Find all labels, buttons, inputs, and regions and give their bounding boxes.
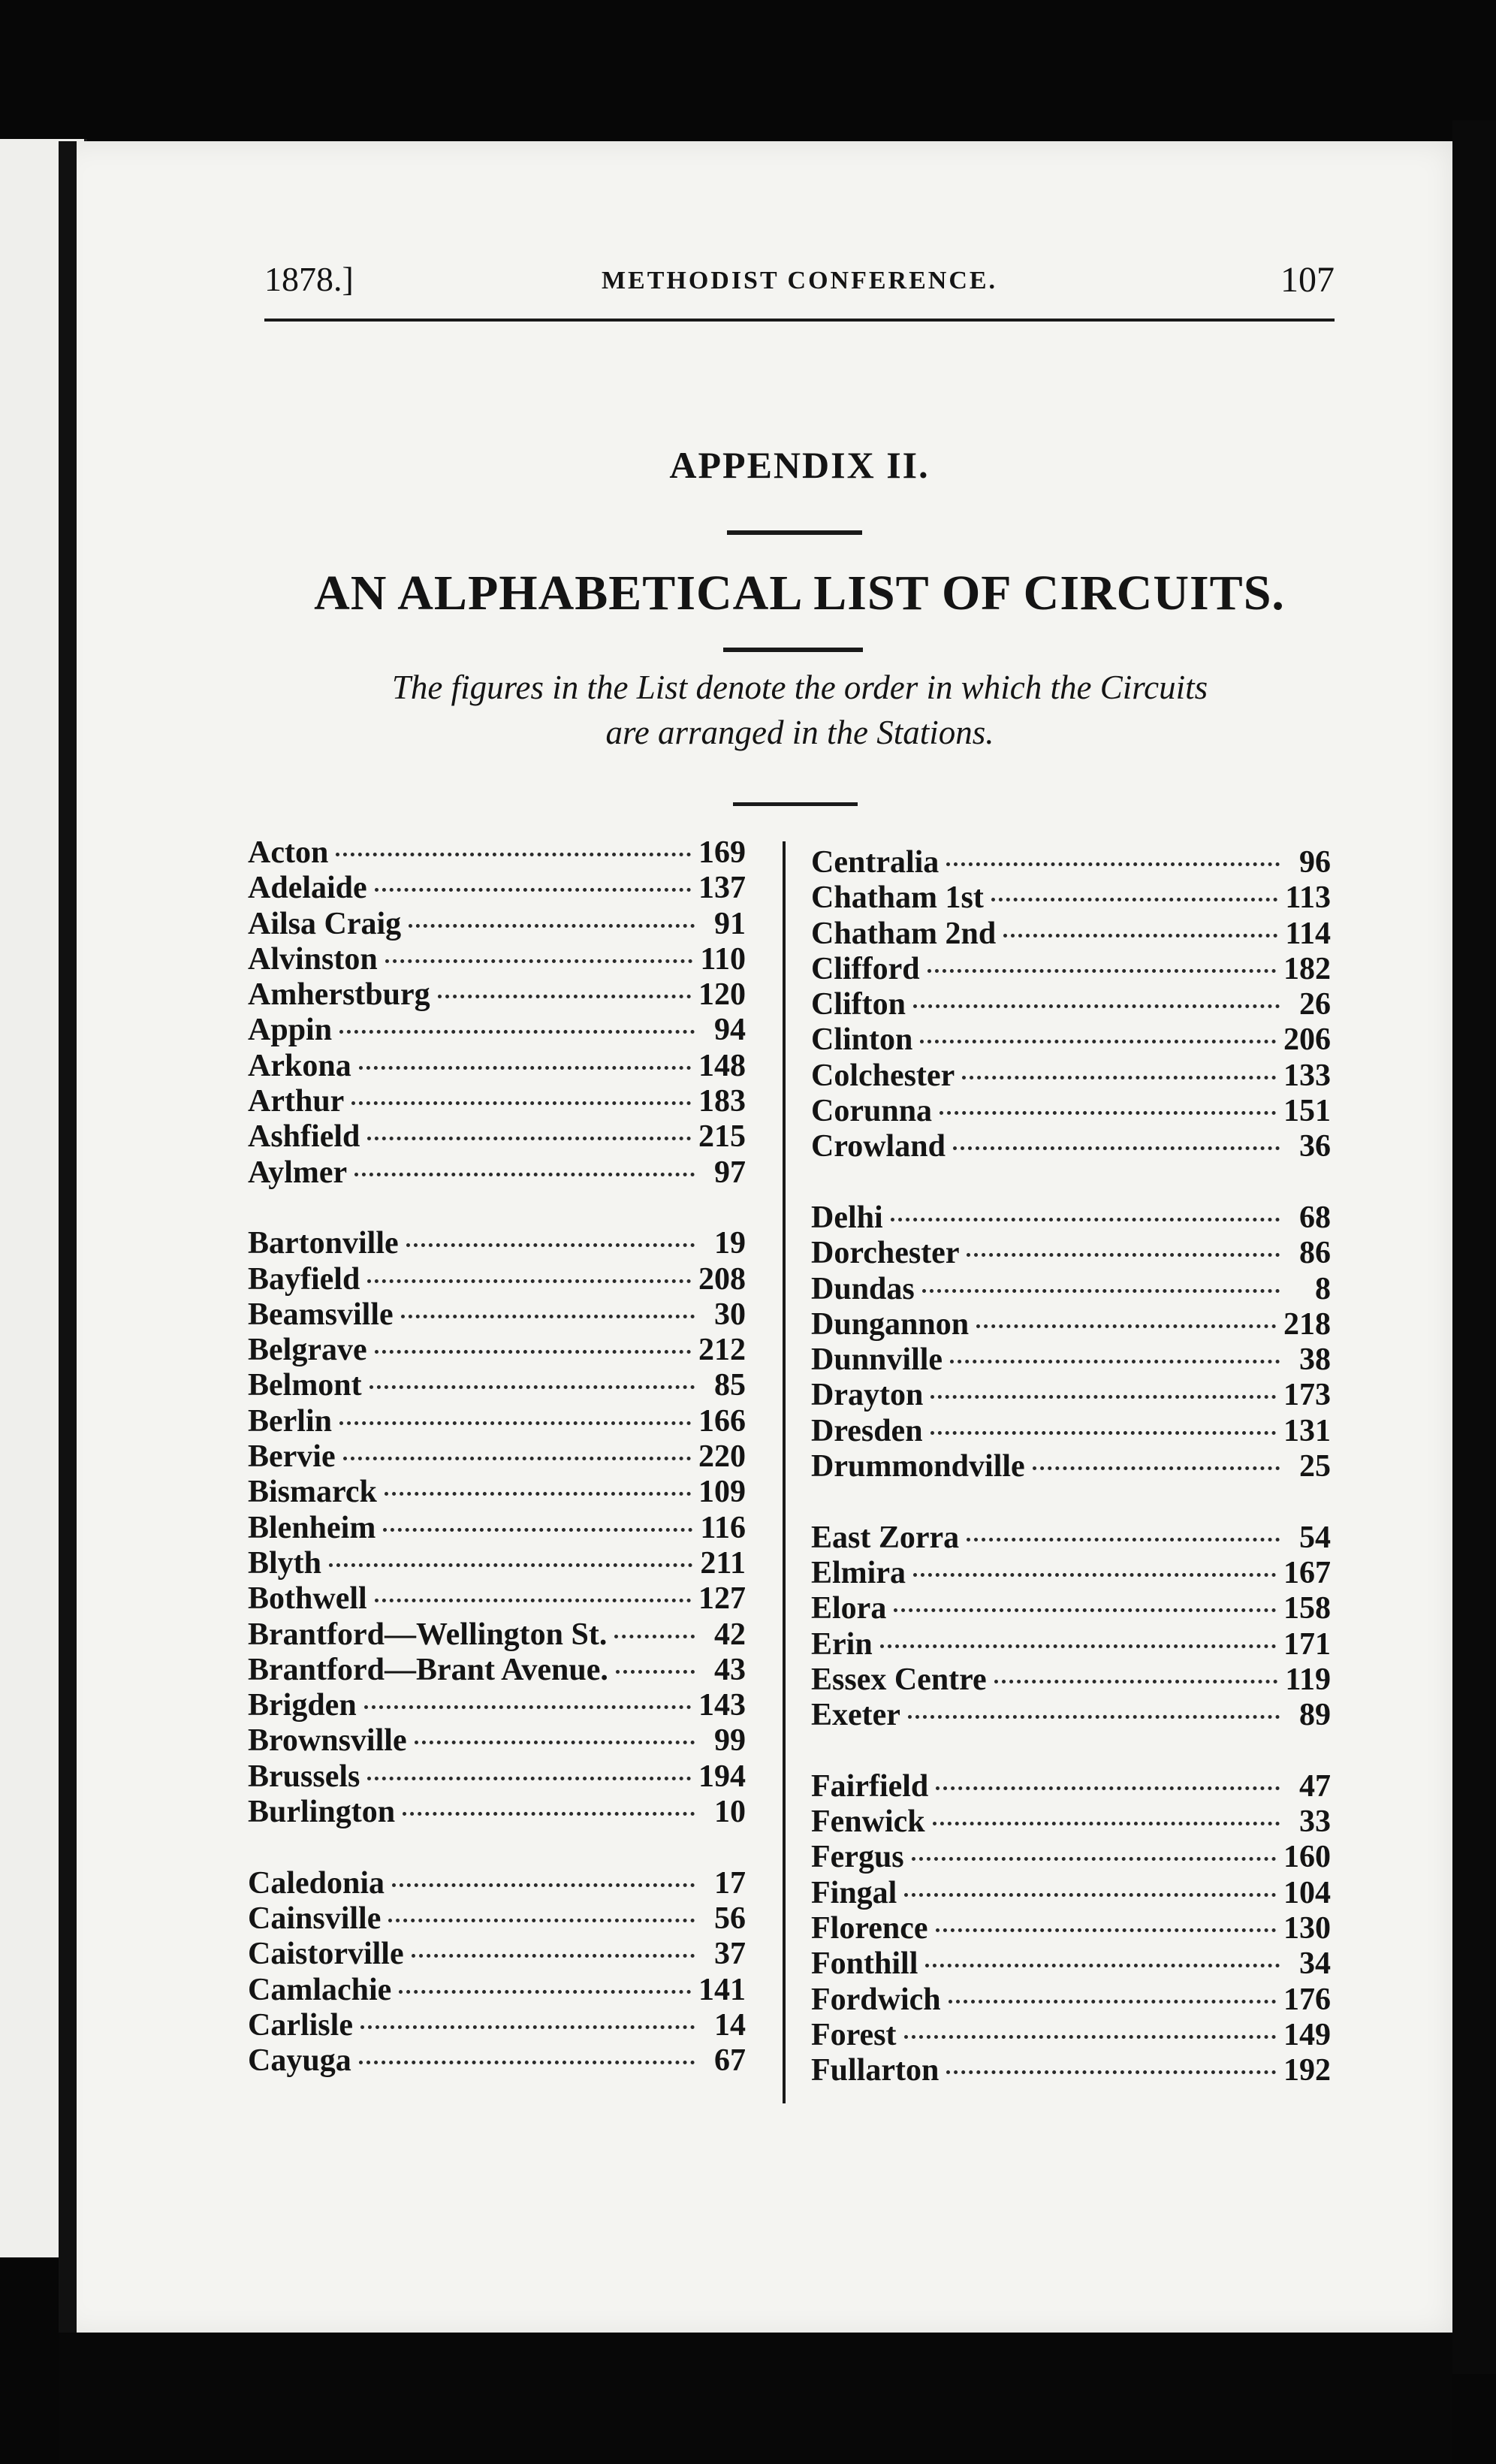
- dot-leader: [936, 1928, 1277, 1932]
- dot-leader: [336, 853, 691, 856]
- circuit-entry: [811, 1804, 1331, 1840]
- circuit-entry: [248, 907, 746, 942]
- dot-leader: [375, 888, 691, 892]
- station-order-number: 110: [700, 941, 746, 977]
- dot-leader: [367, 1279, 691, 1283]
- dot-leader: [385, 1492, 691, 1496]
- circuit-entry: [811, 1982, 1331, 2018]
- circuit-entry: [248, 1475, 746, 1510]
- title-rule: [727, 530, 862, 535]
- dot-leader: [369, 1385, 695, 1389]
- dot-leader: [385, 959, 693, 963]
- circuit-name: Aylmer: [248, 1155, 348, 1190]
- station-order-number: 96: [1299, 845, 1331, 880]
- circuit-name: Exeter: [811, 1698, 900, 1733]
- circuit-entry: [811, 916, 1331, 952]
- dot-leader: [904, 2035, 1276, 2039]
- circuit-name: Berlin: [248, 1403, 332, 1439]
- circuit-name: Brussels: [248, 1759, 360, 1794]
- circuit-entry: [811, 880, 1331, 916]
- dot-leader: [946, 2070, 1276, 2074]
- station-order-number: 183: [698, 1084, 746, 1119]
- dot-leader: [949, 2000, 1276, 2004]
- intro-line: are arranged in the Stations.: [605, 714, 994, 751]
- dot-leader: [967, 1538, 1280, 1542]
- station-order-number: 220: [698, 1439, 746, 1475]
- circuit-name: Belgrave: [248, 1333, 367, 1368]
- dot-leader: [1003, 934, 1277, 938]
- circuit-entry: [811, 1662, 1331, 1698]
- circuit-entry: [248, 942, 746, 977]
- circuit-entry: [248, 1297, 746, 1333]
- header-rule: [264, 319, 1335, 322]
- circuit-name: Drayton: [811, 1378, 924, 1413]
- circuit-name: Elora: [811, 1591, 887, 1626]
- station-order-number: 167: [1283, 1555, 1331, 1590]
- dot-leader: [930, 1431, 1276, 1435]
- station-order-number: 94: [714, 1013, 746, 1048]
- station-order-number: 10: [714, 1795, 746, 1830]
- station-order-number: 89: [1299, 1698, 1331, 1733]
- dot-leader: [406, 1243, 695, 1247]
- dot-leader: [343, 1457, 691, 1460]
- station-order-number: 30: [714, 1297, 746, 1332]
- circuit-entry: [248, 1013, 746, 1048]
- circuit-entry: [248, 1119, 746, 1155]
- circuit-entry: [811, 2053, 1331, 2088]
- circuit-name: Camlachie: [248, 1972, 392, 2007]
- circuit-name: Clinton: [811, 1022, 913, 1058]
- dot-leader: [438, 995, 691, 998]
- station-order-number: 143: [698, 1688, 746, 1723]
- circuit-entry: [248, 2043, 746, 2079]
- circuit-name: Florence: [811, 1910, 928, 1946]
- station-order-number: 148: [698, 1048, 746, 1083]
- station-order-number: 47: [1299, 1768, 1331, 1804]
- dot-leader: [930, 1395, 1276, 1399]
- circuit-name: Ailsa Craig: [248, 906, 402, 941]
- station-order-number: 176: [1283, 1982, 1331, 2017]
- circuit-name: East Zorra: [811, 1520, 960, 1555]
- circuit-entry: [248, 1084, 746, 1119]
- dot-leader: [922, 1289, 1280, 1293]
- station-order-number: 173: [1283, 1378, 1331, 1413]
- circuit-entry: [248, 1049, 746, 1084]
- circuit-entry: [811, 1520, 1331, 1556]
- circuit-name: Carlisle: [248, 2007, 353, 2043]
- title-rule: [723, 648, 863, 652]
- dot-leader: [976, 1324, 1276, 1328]
- circuit-entry: [248, 1404, 746, 1439]
- circuit-name: Corunna: [811, 1094, 933, 1129]
- circuit-name: Fingal: [811, 1875, 897, 1910]
- circuit-name: Fairfield: [811, 1768, 929, 1804]
- station-order-number: 127: [698, 1581, 746, 1617]
- circuit-entry: [248, 835, 746, 871]
- station-order-number: 19: [714, 1226, 746, 1261]
- circuit-name: Arthur: [248, 1084, 345, 1119]
- circuit-entry: [248, 1226, 746, 1261]
- dot-leader: [329, 1563, 692, 1567]
- circuit-name: Bothwell: [248, 1581, 367, 1617]
- group-spacer: [811, 1165, 1331, 1200]
- circuit-name: Centralia: [811, 845, 940, 880]
- station-order-number: 33: [1299, 1804, 1331, 1840]
- station-order-number: 97: [714, 1155, 746, 1190]
- dot-leader: [367, 1777, 691, 1780]
- circuit-name: Bervie: [248, 1439, 336, 1475]
- station-order-number: 218: [1283, 1306, 1331, 1342]
- circuit-name: Caledonia: [248, 1865, 385, 1901]
- dot-leader: [392, 1883, 695, 1887]
- circuit-name: Forest: [811, 2017, 897, 2052]
- dot-leader: [339, 1030, 695, 1034]
- station-order-number: 114: [1285, 916, 1331, 951]
- circuit-entry: [248, 1866, 746, 1901]
- circuit-entry: [248, 977, 746, 1013]
- station-order-number: 215: [698, 1119, 746, 1155]
- circuit-list-right-column: [811, 845, 1331, 2088]
- station-order-number: 130: [1283, 1910, 1331, 1946]
- dot-leader: [359, 2061, 695, 2064]
- dot-leader: [360, 2025, 695, 2029]
- circuit-entry: [248, 1723, 746, 1759]
- circuit-name: Fordwich: [811, 1982, 941, 2017]
- station-order-number: 68: [1299, 1200, 1331, 1235]
- station-order-number: 160: [1283, 1840, 1331, 1875]
- dot-leader: [375, 1350, 691, 1354]
- dot-leader: [367, 1137, 691, 1140]
- dot-leader: [913, 1004, 1280, 1008]
- station-order-number: 25: [1299, 1449, 1331, 1484]
- station-order-number: 158: [1283, 1591, 1331, 1626]
- dot-leader: [375, 1599, 691, 1602]
- circuit-entry: [248, 1155, 746, 1191]
- circuit-entry: [811, 1769, 1331, 1804]
- dot-leader: [388, 1919, 695, 1922]
- station-order-number: 131: [1283, 1413, 1331, 1448]
- circuit-entry: [811, 1236, 1331, 1271]
- circuit-name: Ashfield: [248, 1119, 360, 1155]
- station-order-number: 120: [698, 977, 746, 1013]
- dot-leader: [891, 1218, 1280, 1221]
- circuit-name: Caistorville: [248, 1937, 404, 1972]
- dot-leader: [925, 1964, 1280, 1967]
- circuit-entry: [811, 1307, 1331, 1342]
- station-order-number: 211: [700, 1545, 746, 1581]
- circuit-entry: [248, 1333, 746, 1368]
- dot-leader: [920, 1040, 1276, 1043]
- station-order-number: 151: [1283, 1094, 1331, 1129]
- dot-leader: [946, 862, 1280, 866]
- dot-leader: [933, 1822, 1280, 1825]
- dot-leader: [359, 1066, 691, 1070]
- circuit-name: Amherstburg: [248, 977, 430, 1013]
- intro-line: The figures in the List denote the order in which the Circuits: [391, 669, 1208, 706]
- intro-note: [255, 665, 1344, 755]
- station-order-number: 192: [1283, 2053, 1331, 2088]
- circuit-name: Acton: [248, 835, 329, 870]
- circuit-entry: [248, 871, 746, 906]
- dot-leader: [912, 1857, 1276, 1861]
- station-order-number: 194: [698, 1759, 746, 1794]
- circuit-name: Dresden: [811, 1413, 923, 1448]
- circuit-name: Dorchester: [811, 1236, 960, 1271]
- dot-leader: [994, 1680, 1278, 1683]
- dot-leader: [364, 1705, 691, 1709]
- station-order-number: 99: [714, 1723, 746, 1759]
- running-head: [264, 252, 1335, 323]
- circuit-name: Adelaide: [248, 871, 367, 906]
- circuit-name: Fergus: [811, 1840, 904, 1875]
- circuit-name: Brantford—Wellington St.: [248, 1617, 608, 1652]
- circuit-name: Erin: [811, 1626, 873, 1662]
- circuit-entry: [248, 1368, 746, 1403]
- circuit-entry: [811, 952, 1331, 987]
- circuit-name: Brigden: [248, 1688, 357, 1723]
- circuit-entry: [248, 1759, 746, 1795]
- circuit-name: Burlington: [248, 1795, 396, 1830]
- station-order-number: 34: [1299, 1946, 1331, 1982]
- station-order-number: 182: [1283, 951, 1331, 986]
- circuit-entry: [811, 1022, 1331, 1058]
- circuit-name: Beamsville: [248, 1297, 394, 1332]
- dot-leader: [614, 1635, 695, 1638]
- circuit-entry: [811, 1058, 1331, 1094]
- circuit-entry: [248, 1795, 746, 1830]
- circuit-name: Blyth: [248, 1545, 322, 1581]
- dot-leader: [403, 1812, 695, 1816]
- dot-leader: [409, 924, 695, 928]
- station-order-number: 133: [1283, 1058, 1331, 1093]
- station-order-number: 26: [1299, 987, 1331, 1022]
- circuit-name: Crowland: [811, 1129, 946, 1164]
- circuit-entry: [811, 1946, 1331, 1982]
- circuit-entry: [811, 845, 1331, 880]
- dot-leader: [908, 1715, 1280, 1719]
- circuit-name: Clifton: [811, 987, 906, 1022]
- station-order-number: 116: [700, 1510, 746, 1545]
- circuit-name: Essex Centre: [811, 1662, 987, 1697]
- station-order-number: 42: [714, 1617, 746, 1652]
- circuit-entry: [811, 1129, 1331, 1164]
- circuit-name: Dunnville: [811, 1342, 943, 1378]
- appendix-title: APPENDIX II.: [669, 444, 930, 486]
- circuit-name: Arkona: [248, 1048, 351, 1083]
- station-order-number: 208: [698, 1261, 746, 1297]
- circuit-name: Bayfield: [248, 1261, 360, 1297]
- station-order-number: 43: [714, 1652, 746, 1687]
- station-order-number: 91: [714, 906, 746, 941]
- circuit-name: Chatham 2nd: [811, 916, 997, 951]
- running-head-title: METHODIST CONFERENCE.: [601, 267, 998, 294]
- circuit-entry: [248, 2008, 746, 2043]
- dot-leader: [399, 1990, 691, 1994]
- circuit-entry: [811, 1591, 1331, 1626]
- circuit-entry: [811, 1556, 1331, 1591]
- circuit-entry: [811, 1342, 1331, 1378]
- circuit-entry: [248, 1688, 746, 1723]
- station-order-number: 166: [698, 1403, 746, 1439]
- station-order-number: 104: [1283, 1875, 1331, 1910]
- dot-leader: [913, 1573, 1276, 1577]
- circuit-name: Dungannon: [811, 1306, 970, 1342]
- station-order-number: 37: [714, 1937, 746, 1972]
- group-spacer: [248, 1830, 746, 1865]
- station-order-number: 137: [698, 871, 746, 906]
- circuit-entry: [248, 1617, 746, 1653]
- circuit-entry: [248, 1546, 746, 1581]
- station-order-number: 171: [1283, 1626, 1331, 1662]
- dot-leader: [953, 1146, 1280, 1150]
- dot-leader: [383, 1528, 692, 1532]
- dot-leader: [351, 1101, 691, 1105]
- station-order-number: 36: [1299, 1129, 1331, 1164]
- circuit-entry: [248, 1262, 746, 1297]
- dot-leader: [927, 969, 1276, 973]
- circuit-name: Fenwick: [811, 1804, 925, 1840]
- circuit-entry: [811, 1627, 1331, 1662]
- circuit-entry: [811, 987, 1331, 1022]
- section-rule: [733, 802, 858, 806]
- station-order-number: 206: [1283, 1022, 1331, 1058]
- circuit-name: Appin: [248, 1013, 333, 1048]
- circuit-name: Fullarton: [811, 2053, 940, 2088]
- dot-leader: [354, 1173, 695, 1176]
- station-order-number: 113: [1285, 880, 1331, 916]
- circuit-entry: [248, 1653, 746, 1688]
- circuit-entry: [811, 1272, 1331, 1307]
- circuit-name: Clifford: [811, 951, 920, 986]
- circuit-name: Blenheim: [248, 1510, 376, 1545]
- circuit-entry: [248, 1439, 746, 1475]
- circuit-entry: [811, 2018, 1331, 2053]
- dot-leader: [401, 1315, 695, 1318]
- circuit-entry: [811, 1876, 1331, 1911]
- station-order-number: 85: [714, 1368, 746, 1403]
- station-order-number: 17: [714, 1865, 746, 1901]
- circuit-name: Brownsville: [248, 1723, 407, 1759]
- circuit-name: Drummondville: [811, 1449, 1025, 1484]
- dot-leader: [415, 1741, 695, 1744]
- dot-leader: [412, 1954, 695, 1958]
- circuit-entry: [811, 1378, 1331, 1413]
- circuit-name: Bismarck: [248, 1475, 377, 1510]
- list-title: AN ALPHABETICAL LIST OF CIRCUITS.: [314, 566, 1285, 621]
- group-spacer: [811, 1484, 1331, 1520]
- circuit-name: Colchester: [811, 1058, 955, 1093]
- station-order-number: 67: [714, 2043, 746, 2079]
- station-order-number: 86: [1299, 1236, 1331, 1271]
- dot-leader: [1033, 1466, 1280, 1470]
- dot-leader: [904, 1893, 1276, 1897]
- circuit-entry: [811, 1698, 1331, 1733]
- dot-leader: [616, 1670, 695, 1674]
- station-order-number: 212: [698, 1333, 746, 1368]
- dot-leader: [339, 1421, 691, 1425]
- circuit-entry: [248, 1973, 746, 2008]
- station-order-number: 54: [1299, 1520, 1331, 1555]
- circuit-name: Cayuga: [248, 2043, 351, 2079]
- dot-leader: [967, 1253, 1280, 1257]
- station-order-number: 56: [714, 1901, 746, 1936]
- bottom-scan-edge: [59, 2333, 1452, 2464]
- right-scan-edge: [1452, 120, 1496, 2374]
- running-head-year: 1878.]: [264, 260, 354, 298]
- dot-leader: [936, 1786, 1280, 1790]
- circuit-name: Cainsville: [248, 1901, 382, 1936]
- circuit-name: Brantford—Brant Avenue.: [248, 1652, 608, 1687]
- station-order-number: 38: [1299, 1342, 1331, 1378]
- circuit-name: Chatham 1st: [811, 880, 984, 916]
- station-order-number: 119: [1285, 1662, 1331, 1697]
- station-order-number: 169: [698, 835, 746, 870]
- circuit-name: Delhi: [811, 1200, 883, 1235]
- circuit-entry: [811, 1200, 1331, 1236]
- circuit-entry: [811, 1414, 1331, 1449]
- circuit-entry: [811, 1840, 1331, 1875]
- dot-leader: [950, 1360, 1280, 1363]
- circuit-entry: [248, 1511, 746, 1546]
- circuit-name: Elmira: [811, 1555, 906, 1590]
- dot-leader: [894, 1608, 1276, 1612]
- station-order-number: 14: [714, 2007, 746, 2043]
- circuit-entry: [248, 1937, 746, 1972]
- circuit-entry: [811, 1094, 1331, 1129]
- circuit-name: Alvinston: [248, 941, 378, 977]
- circuit-entry: [811, 1449, 1331, 1484]
- circuit-name: Fonthill: [811, 1946, 918, 1982]
- group-spacer: [811, 1733, 1331, 1768]
- dot-leader: [940, 1111, 1276, 1115]
- dot-leader: [991, 898, 1277, 901]
- dot-leader: [880, 1644, 1276, 1648]
- station-order-number: 8: [1315, 1271, 1331, 1306]
- circuit-name: Dundas: [811, 1271, 915, 1306]
- page-number: 107: [1280, 260, 1335, 300]
- station-order-number: 149: [1283, 2017, 1331, 2052]
- column-divider: [783, 841, 786, 2103]
- circuit-entry: [248, 1901, 746, 1937]
- circuit-name: Belmont: [248, 1368, 362, 1403]
- dot-leader: [962, 1076, 1276, 1080]
- station-order-number: 109: [698, 1475, 746, 1510]
- group-spacer: [248, 1191, 746, 1226]
- circuit-name: Bartonville: [248, 1226, 399, 1261]
- circuit-list-left-column: [248, 835, 746, 2079]
- book-spine: [59, 141, 77, 2335]
- station-order-number: 141: [698, 1972, 746, 2007]
- circuit-entry: [248, 1581, 746, 1617]
- circuit-entry: [811, 1911, 1331, 1946]
